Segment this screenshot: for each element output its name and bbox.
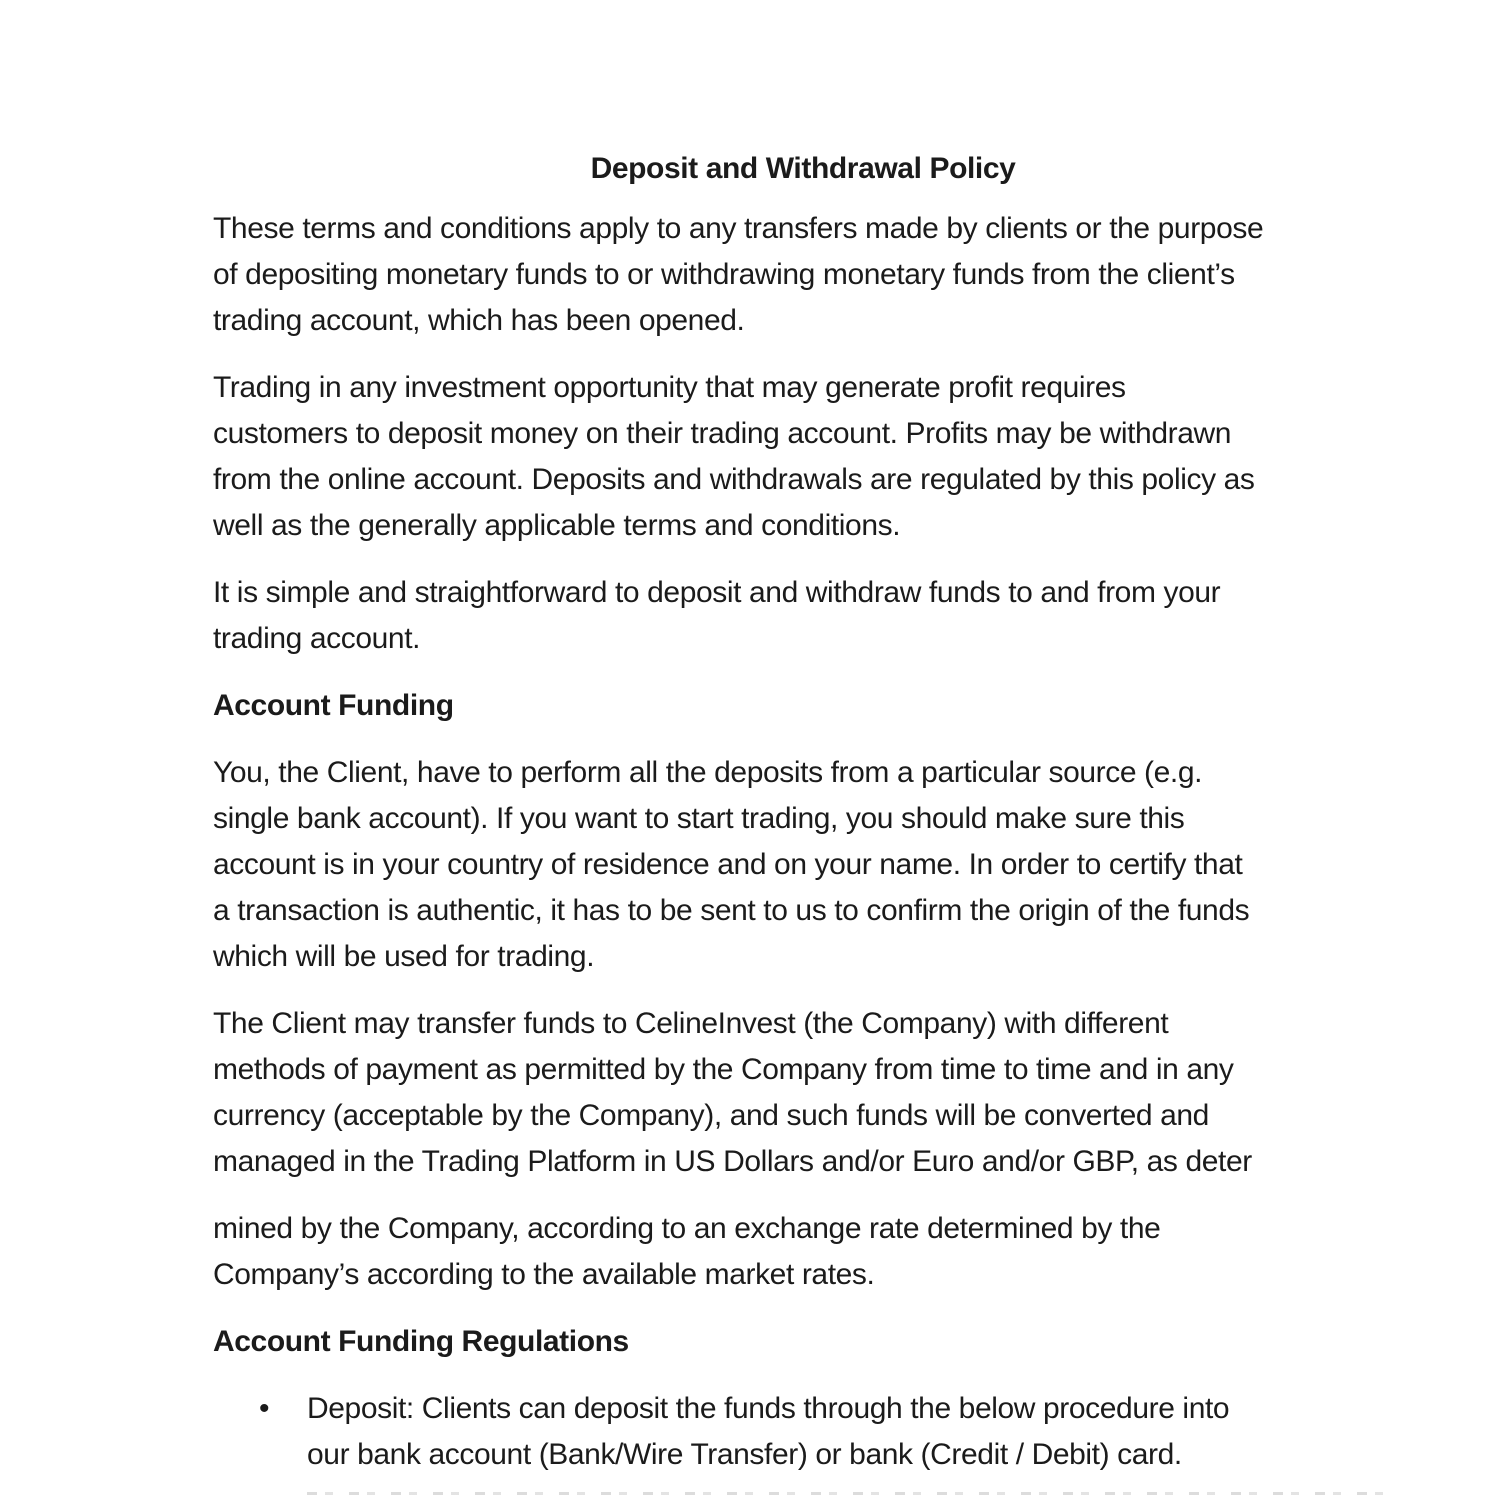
text-line: from the online account. Deposits and withdrawals are regulated by this policy as [213,463,1255,496]
page-title: Deposit and Withdrawal Policy [590,152,1016,185]
text-line: which will be used for trading. [213,940,595,973]
text-line: single bank account). If you want to start trading, you should make sure this [213,802,1185,835]
paragraph [213,570,1393,662]
text-line: customers to deposit money on their trading account. Profits may be withdrawn [213,417,1232,450]
text-line: Deposit: Clients can deposit the funds through the below procedure into [307,1392,1230,1425]
bullet-icon: • [259,1392,270,1425]
text-line: account is in your country of residence and on your name. In order to certify that [213,848,1243,881]
clipped-next-line [307,1492,1387,1500]
text-line: our bank account (Bank/Wire Transfer) or bank (Credit / Debit) card. [307,1438,1182,1471]
text-line: methods of payment as permitted by the Company from time to time and in any [213,1053,1234,1086]
section-heading-account-funding: Account Funding [213,689,454,722]
text-line: Company’s according to the available market rates. [213,1258,875,1291]
text-line: a transaction is authentic, it has to be sent to us to confirm the origin of the funds [213,894,1250,927]
bullet-list [213,1386,1393,1478]
text-line: managed in the Trading Platform in US Dollars and/or Euro and/or GBP, as deter [213,1145,1252,1178]
text-line: mined by the Company, according to an exchange rate determined by the [213,1212,1161,1245]
text-line: These terms and conditions apply to any transfers made by clients or the purpose [213,212,1264,245]
text-line: trading account, which has been opened. [213,304,745,337]
text-line: trading account. [213,622,421,655]
document-page [213,146,1393,1500]
text-line: You, the Client, have to perform all the deposits from a particular source (e.g. [213,756,1203,789]
bullet-item-text [307,1386,1393,1478]
bullet-item [213,1386,1393,1478]
paragraph [213,1206,1393,1298]
text-line: of depositing monetary funds to or withdrawing monetary funds from the client’s [213,258,1235,291]
paragraph [213,365,1393,549]
paragraph [213,206,1393,344]
text-line: well as the generally applicable terms and conditions. [213,509,901,542]
text-line: The Client may transfer funds to CelineInvest (the Company) with different [213,1007,1169,1040]
paragraph [213,1001,1393,1185]
text-line: It is simple and straightforward to deposit and withdraw funds to and from your [213,576,1221,609]
section-heading-account-funding-regulations: Account Funding Regulations [213,1325,629,1358]
text-line: currency (acceptable by the Company), and such funds will be converted and [213,1099,1209,1132]
text-line: Trading in any investment opportunity that may generate profit requires [213,371,1126,404]
paragraph [213,750,1393,980]
